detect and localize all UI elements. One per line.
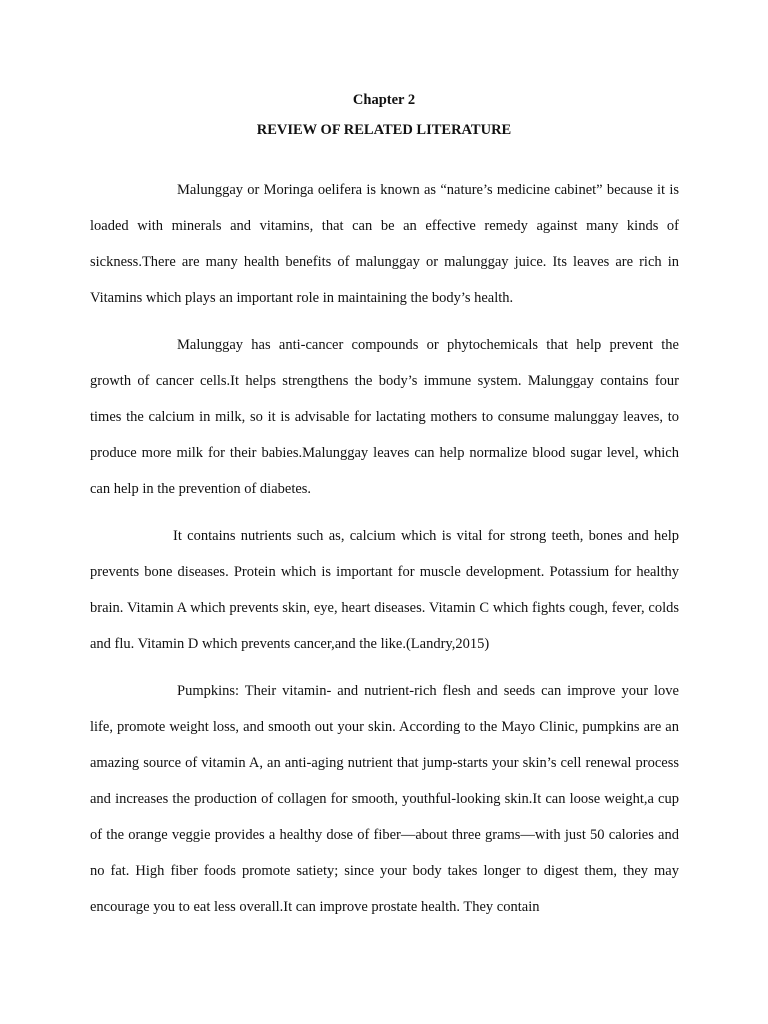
paragraph-nutrients: It contains nutrients such as, calcium which is vital for strong teeth, bones and help prevents bone diseases. Protein which is important for muscle development. Potassium for healthy brain. Vitamin A which prevents skin, eye, heart diseases. Vitamin C which fights cough, fever, colds and flu. Vitamin D which prevents cancer,and the like.(Landry,2015) xyxy=(90,528,679,652)
chapter-label: Chapter 2 xyxy=(352,92,416,108)
paragraph-pumpkins: Pumpkins: Their vitamin- and nutrient-rich flesh and seeds can improve your love life, promote weight loss, and smooth out your skin. According to the Mayo Clinic, pumpkins are an amazing source of vitamin A, an anti-aging nutrient that jump-starts your skin’s cell renewal process and increases the production of collagen for smooth, youthful-looking skin.It can loose weight,a cup of the orange veggie provides a healthy dose of fiber—about three grams—with just 50 calories and no fat. High fiber foods promote satiety; since your body takes longer to digest them, they may encourage you to eat less overall.It can improve prostate health. They contain xyxy=(90,683,679,915)
body-text xyxy=(90,172,679,925)
paragraph-malunggay-benefits: Malunggay has anti-cancer compounds or phytochemicals that help prevent the growth of cancer cells.It helps strengthens the body’s immune system. Malunggay contains four times the calcium in milk, so it is advisable for lactating mothers to consume malunggay leaves, to produce more milk for their babies.Malunggay leaves can help normalize blood sugar level, which can help in the prevention of diabetes. xyxy=(90,337,679,497)
page-title: REVIEW OF RELATED LITERATURE xyxy=(256,122,512,138)
paragraph-malunggay-intro: Malunggay or Moringa oelifera is known as “nature’s medicine cabinet” because it is loaded with minerals and vitamins, that can be an effective remedy against many kinds of sickness.There are many health benefits of malunggay or malunggay juice. Its leaves are rich in Vitamins which plays an important role in maintaining the body’s health. xyxy=(90,182,679,306)
